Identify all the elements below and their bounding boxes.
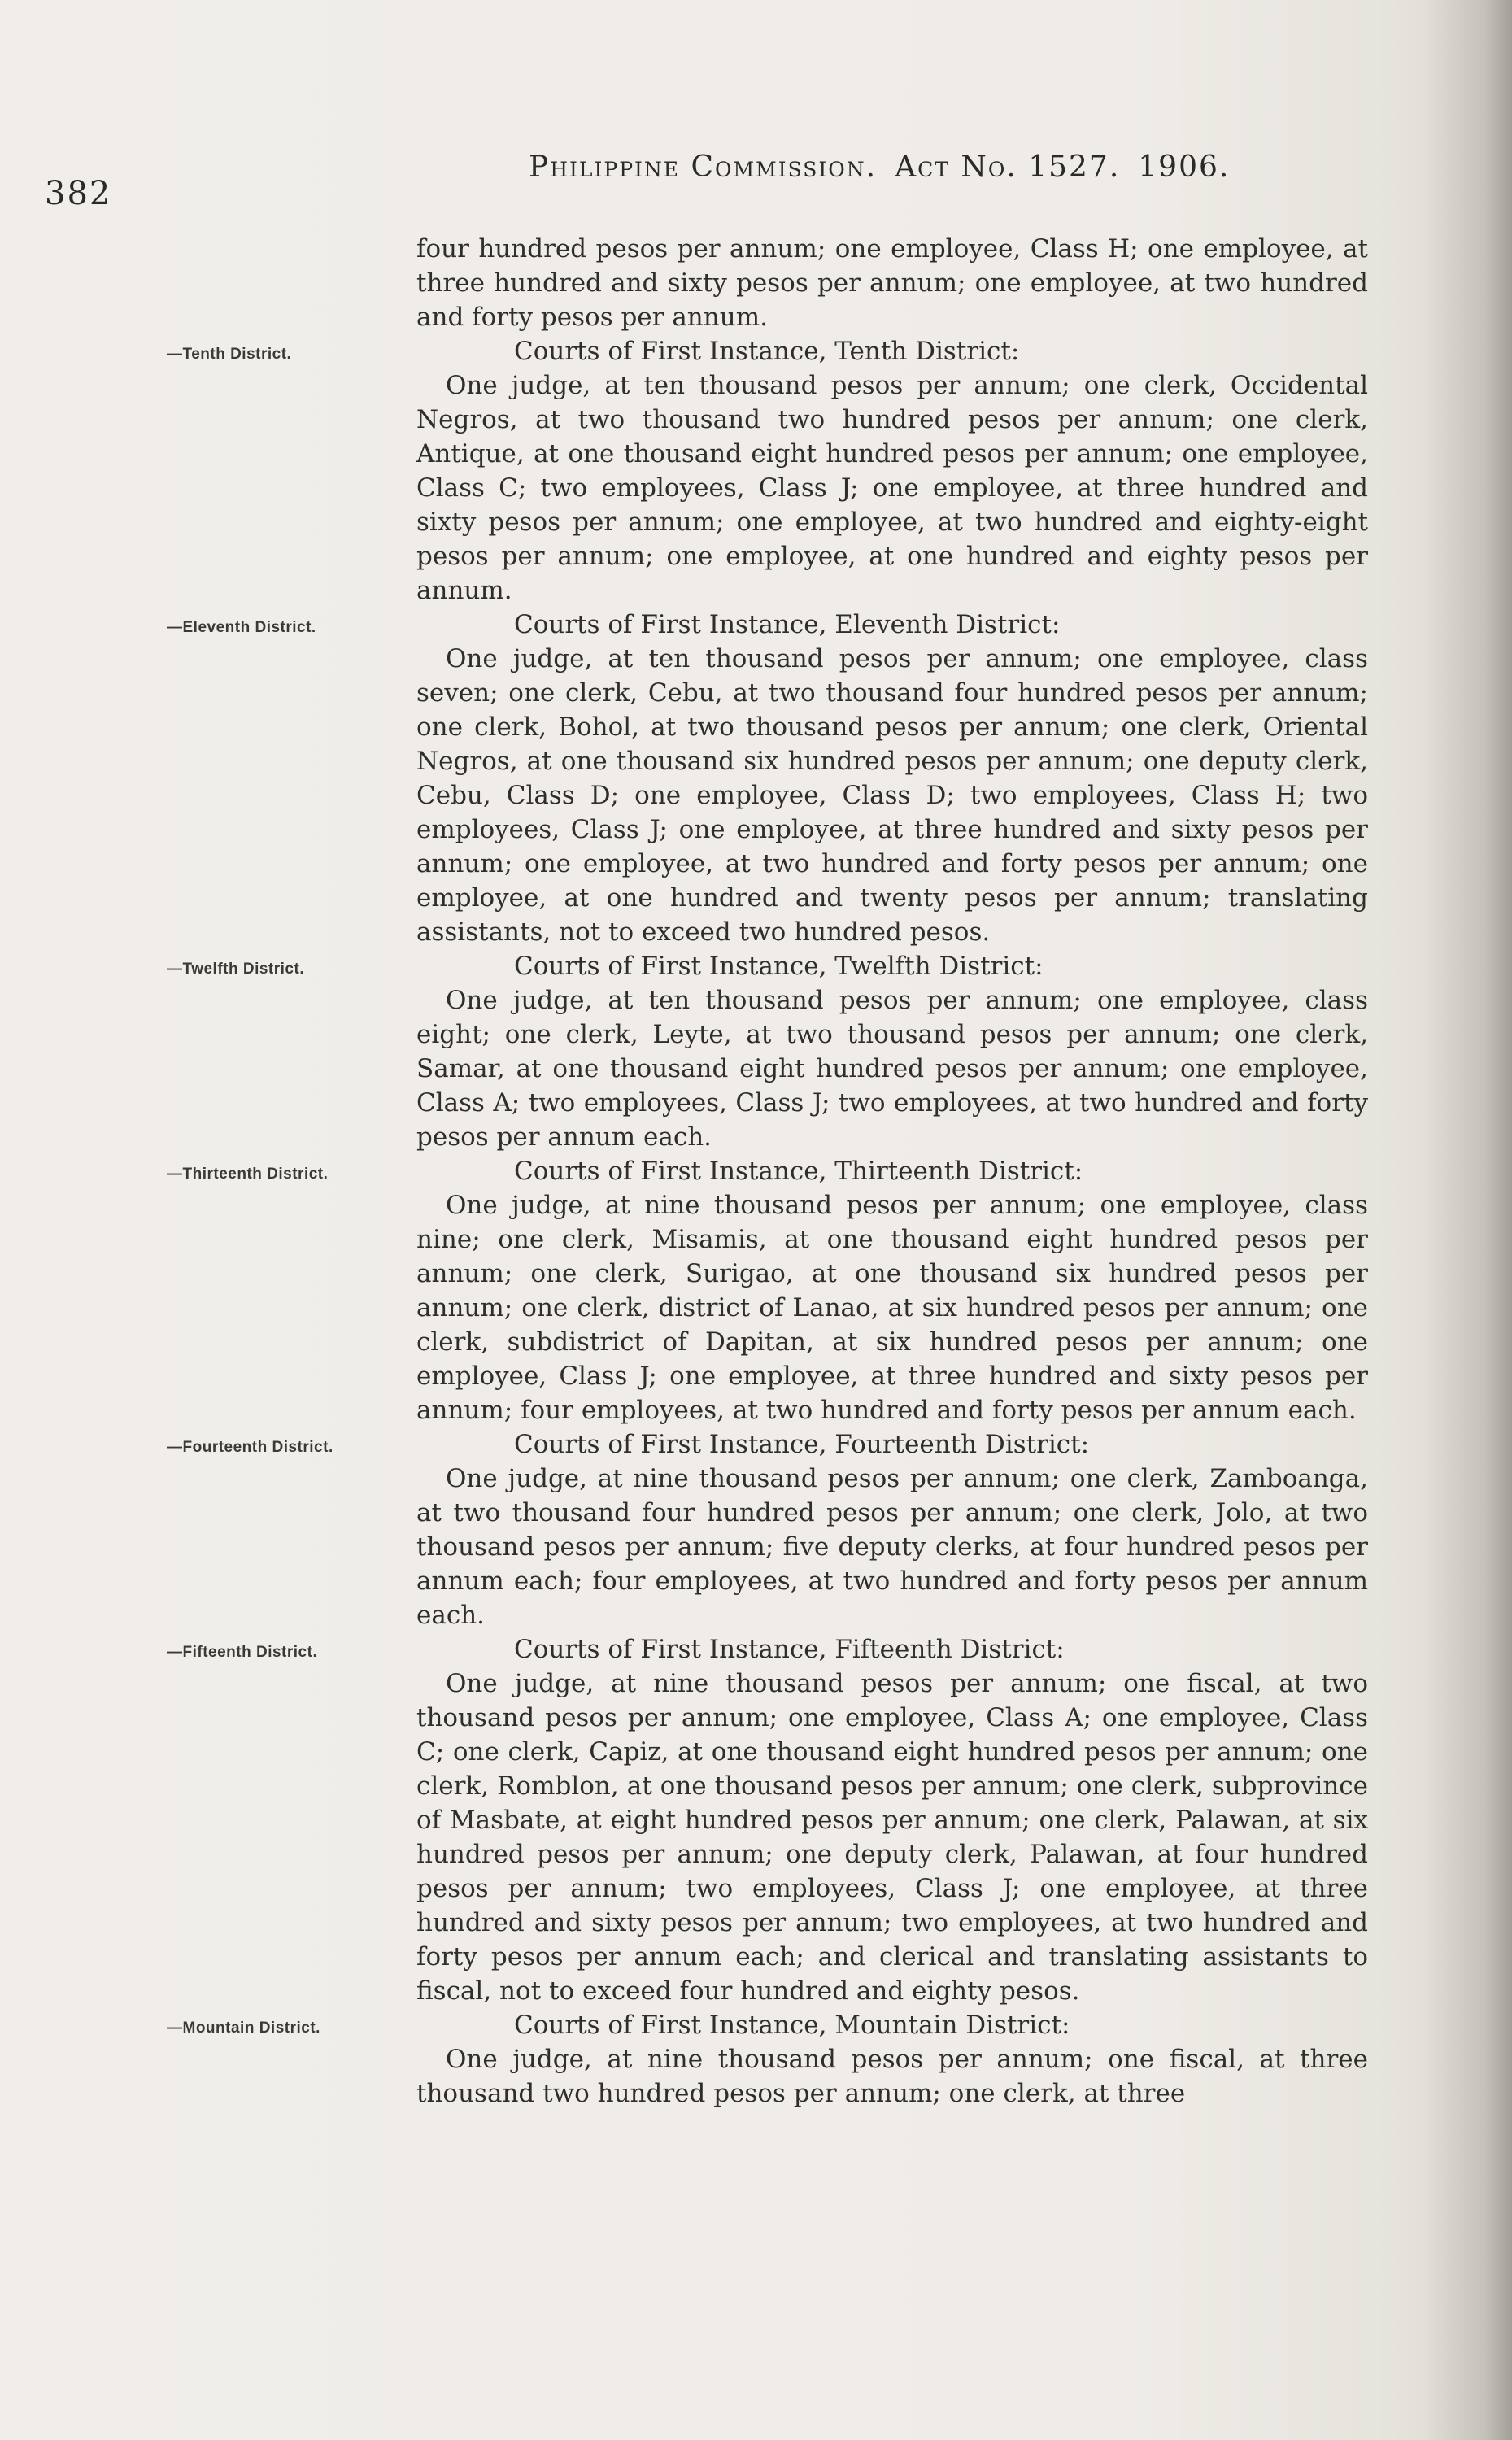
margin-note: —Mountain District.: [167, 2020, 320, 2037]
margin-note: —Thirteenth District.: [167, 1166, 329, 1183]
section-eleventh-district: [0, 608, 1512, 949]
page-header: [0, 142, 1512, 212]
section-text: One judge, at nine thousand pesos per annum; one fiscal, at two thousand pesos per annum; one employee, Class A; one employee, Class C; one clerk, Capiz, at one thousand eight hundred pesos per annum; one clerk, Romblon, at one thousand pesos per annum; one clerk, subprovince of Masbate, at eight hundred pesos per annum; one clerk, Palawan, at six hundred pesos per annum; one deputy clerk, Palawan, at four hundred pesos per annum; two employees, Class J; one employee, at three hundred and sixty pesos per annum; two employees, at two hundred and forty pesos per annum each; and clerical and translating assistants to fiscal, not to exceed four hundred and eighty pesos.: [416, 1669, 1368, 2006]
margin-note: —Tenth District.: [167, 346, 292, 363]
margin-note: —Fourteenth District.: [167, 1439, 333, 1456]
section-tenth-district: [0, 334, 1512, 608]
page-number: 382: [45, 175, 112, 212]
publication-title: Philippine Commission.: [529, 150, 878, 184]
section-thirteenth-district: [0, 1154, 1512, 1427]
document-body: [0, 232, 1512, 2111]
section-heading: Courts of First Instance, Mountain District:: [514, 2011, 1070, 2040]
margin-note: —Fifteenth District.: [167, 1644, 318, 1661]
section-heading: Courts of First Instance, Twelfth District:: [514, 952, 1044, 981]
margin-note: —Eleventh District.: [167, 619, 316, 636]
act-number: Act No. 1527.: [895, 150, 1121, 184]
intro-paragraph: four hundred pesos per annum; one employee, Class H; one employee, at three hundred and sixty pesos per annum; one employee, at two hundred and forty pesos per annum.: [416, 234, 1368, 332]
section-text: One judge, at nine thousand pesos per annum; one fiscal, at three thousand two hundred pesos per annum; one clerk, at three: [416, 2045, 1368, 2108]
section-mountain-district: [0, 2008, 1512, 2111]
section-text: One judge, at ten thousand pesos per annum; one clerk, Occidental Negros, at two thousand two hundred pesos per annum; one clerk, Antique, at one thousand eight hundred pesos per annum; one employee, Class C; two employees, Class J; one employee, at three hundred and sixty pesos per annum; one employee, at two hundred and eighty-eight pesos per annum; one employee, at one hundred and eighty pesos per annum.: [416, 371, 1368, 605]
year: 1906.: [1138, 150, 1231, 184]
page-edge-shadow: [1423, 0, 1512, 2440]
margin-note: —Twelfth District.: [167, 961, 305, 978]
running-head: [529, 150, 1230, 184]
section-heading: Courts of First Instance, Thirteenth District:: [514, 1157, 1083, 1186]
section-text: One judge, at ten thousand pesos per annum; one employee, class seven; one clerk, Cebu, at two thousand four hundred pesos per annum; one clerk, Bohol, at two thousand pesos per annum; one clerk, Oriental Negros, at one thousand six hundred pesos per annum; one deputy clerk, Cebu, Class D; one employee, Class D; two employees, Class H; two employees, Class J; one employee, at three hundred and sixty pesos per annum; one employee, at two hundred and forty pesos per annum; one employee, at one hundred and twenty pesos per annum; translating assistants, not to exceed two hundred pesos.: [416, 644, 1368, 947]
section-text: One judge, at ten thousand pesos per annum; one employee, class eight; one clerk, Leyte, at two thousand pesos per annum; one clerk, Samar, at one thousand eight hundred pesos per annum; one employee, Class A; two employees, Class J; two employees, at two hundred and forty pesos per annum each.: [416, 986, 1368, 1152]
section-heading: Courts of First Instance, Fifteenth District:: [514, 1635, 1065, 1664]
section-fifteenth-district: [0, 1632, 1512, 2008]
section-twelfth-district: [0, 949, 1512, 1154]
section-heading: Courts of First Instance, Fourteenth District:: [514, 1430, 1090, 1459]
section-fourteenth-district: [0, 1427, 1512, 1632]
section-text: One judge, at nine thousand pesos per annum; one clerk, Zamboanga, at two thousand four hundred pesos per annum; one clerk, Jolo, at two thousand pesos per annum; five deputy clerks, at four hundred pesos per annum each; four employees, at two hundred and forty pesos per annum each.: [416, 1464, 1368, 1630]
section-heading: Courts of First Instance, Eleventh District:: [514, 610, 1061, 639]
section-text: One judge, at nine thousand pesos per annum; one employee, class nine; one clerk, Misamis, at one thousand eight hundred pesos per annum; one clerk, Surigao, at one thousand six hundred pesos per annum; one clerk, district of Lanao, at six hundred pesos per annum; one clerk, subdistrict of Dapitan, at six hundred pesos per annum; one employee, Class J; one employee, at three hundred and sixty pesos per annum; four employees, at two hundred and forty pesos per annum each.: [416, 1191, 1368, 1425]
section-heading: Courts of First Instance, Tenth District:: [514, 337, 1020, 366]
